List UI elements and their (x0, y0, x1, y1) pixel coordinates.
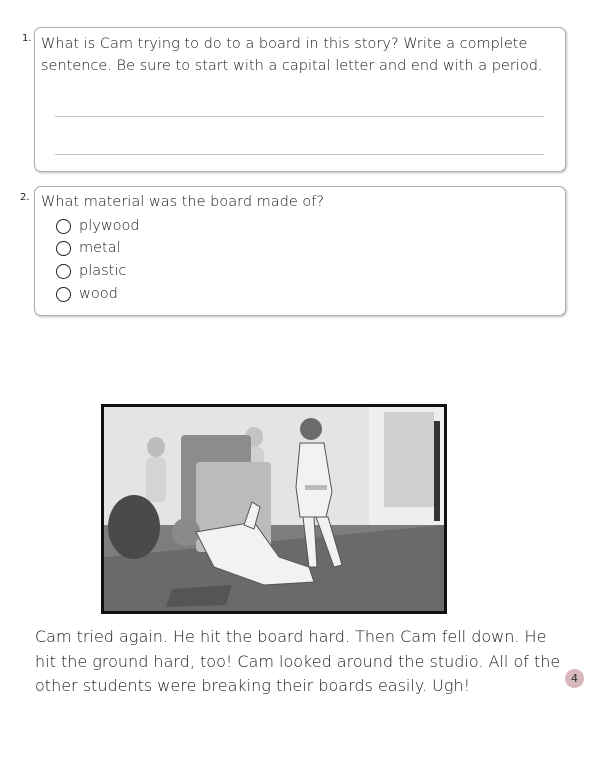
story-illustration (101, 404, 447, 614)
question-2-prompt: What material was the board made of? (41, 194, 325, 210)
radio-button[interactable] (56, 241, 71, 256)
page-number-badge: 4 (565, 669, 584, 688)
story-paragraph: Cam tried again. He hit the board hard. Then Cam fell down. He hit the ground hard, too! Cam looked around the studio. All of the other students were breaking their boards easily. Ugh! (35, 627, 561, 695)
question-1-number: 1. (22, 33, 32, 44)
karate-studio-illustration (104, 407, 444, 611)
option-label: plywood (79, 218, 140, 234)
option-label: wood (79, 286, 118, 302)
answer-line-1[interactable] (55, 116, 544, 117)
option-label: metal (79, 240, 121, 256)
question-1-box (34, 27, 566, 172)
question-2-number: 2. (20, 192, 30, 203)
answer-line-2[interactable] (55, 154, 544, 155)
radio-button[interactable] (56, 219, 71, 234)
option-plastic[interactable] (56, 260, 126, 282)
option-label: plastic (79, 263, 127, 279)
radio-button[interactable] (56, 287, 71, 302)
question-1-prompt: What is Cam trying to do to a board in this story? Write a complete sentence. Be sure to start with a capital letter and end with a period. (41, 36, 543, 74)
question-2-box (34, 186, 566, 316)
radio-button[interactable] (56, 264, 71, 279)
option-metal[interactable] (56, 237, 121, 259)
option-plywood[interactable] (56, 215, 140, 237)
option-wood[interactable] (56, 283, 118, 305)
